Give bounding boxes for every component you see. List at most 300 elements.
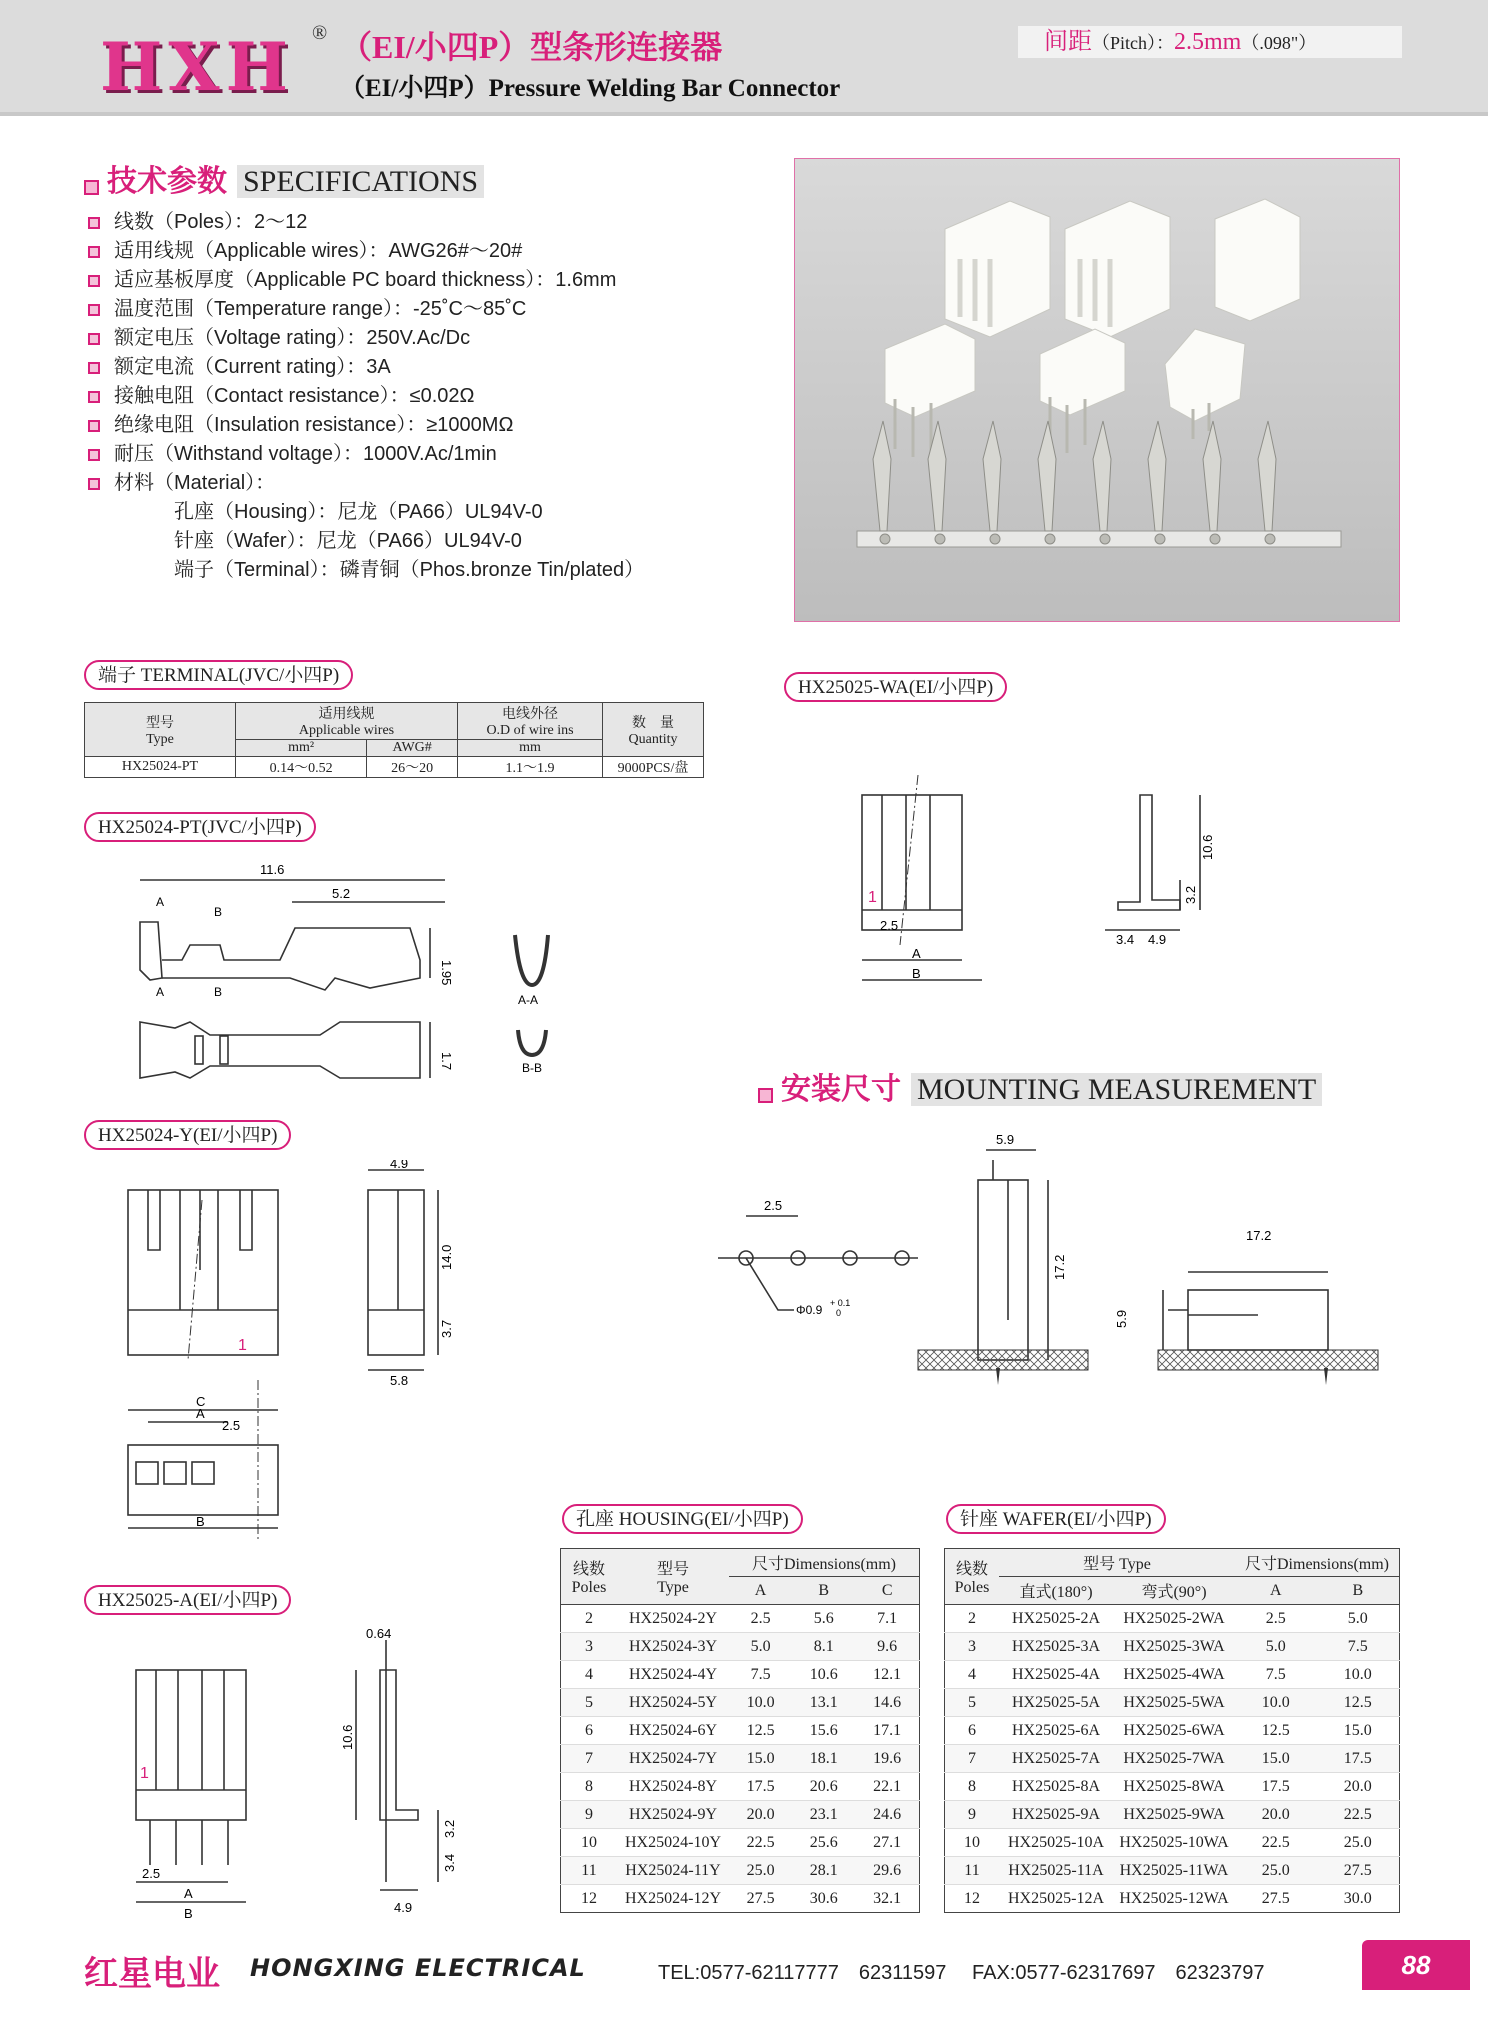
- terminal-drawing: [120, 860, 580, 1100]
- bullet-square-icon: [88, 478, 100, 490]
- table-cell: HX25024-6Y: [617, 1717, 729, 1745]
- table-row: [561, 1689, 920, 1717]
- table-cell: 9.6: [855, 1633, 919, 1661]
- th-wires-cn: 适用线规: [318, 707, 375, 722]
- dim-b: B: [184, 1906, 193, 1921]
- section-label: B-B: [522, 1061, 543, 1075]
- table-cell: 30.0: [1317, 1885, 1400, 1913]
- cell-mm2: 0.14〜0.52: [236, 757, 367, 778]
- th-poles-en: Poles: [571, 1579, 607, 1596]
- housing-front-view: [128, 1190, 278, 1355]
- spec-text: 绝缘电阻（Insulation resistance）：≥1000MΩ: [114, 414, 514, 436]
- footer-brand-en: HONGXING ELECTRICAL: [250, 1954, 586, 1982]
- mounting-heading-en: MOUNTING MEASUREMENT: [911, 1073, 1322, 1106]
- section-aa: [515, 935, 548, 985]
- wafer-straight-drawing: [118, 1620, 478, 1940]
- spec-text: 温度范围（Temperature range）：-25˚C〜85˚C: [114, 298, 527, 320]
- dim-len: 11.6: [260, 862, 285, 877]
- wafer-front-view: [136, 1670, 246, 1820]
- table-cell: HX25025-12A: [999, 1885, 1113, 1913]
- spec-text: 接触电阻（Contact resistance）：≤0.02Ω: [114, 385, 475, 407]
- dim-l1: 3.4: [1116, 932, 1135, 947]
- table-cell: 9: [945, 1801, 1000, 1829]
- dim-h2: 3.7: [439, 1319, 454, 1338]
- dim-h: 10.6: [340, 1724, 355, 1750]
- th-poles-en: Poles: [954, 1579, 990, 1596]
- th-od-cn: 电线外径: [502, 707, 558, 722]
- dim-c: C: [196, 1394, 206, 1409]
- wafer-right-angle-drawing: [850, 770, 1270, 1000]
- mount-pitch: 2.5: [764, 1198, 783, 1213]
- housing-label: 孔座 HOUSING(EI/小四P): [562, 1504, 803, 1534]
- table-cell: HX25025-7WA: [1113, 1745, 1235, 1773]
- page-number: 88: [1362, 1940, 1470, 1990]
- th-straight: 直式(180°): [999, 1577, 1113, 1605]
- dim-l2: 4.9: [1148, 932, 1167, 947]
- specs-heading-en: SPECIFICATIONS: [237, 165, 484, 198]
- bullet-square-icon: [758, 1088, 773, 1103]
- table-cell: HX25024-7Y: [617, 1745, 729, 1773]
- spec-text: 线数（Poles）：2〜12: [114, 211, 308, 233]
- table-cell: 15.6: [792, 1717, 855, 1745]
- table-row: [945, 1829, 1400, 1857]
- bullet-square-icon: [84, 180, 99, 195]
- table-cell: 5.6: [792, 1605, 855, 1633]
- housing-drawing: [118, 1160, 498, 1540]
- table-cell: 20.6: [792, 1773, 855, 1801]
- table-row: [85, 757, 704, 778]
- spec-row: [88, 321, 728, 350]
- table-cell: HX25025-9WA: [1113, 1801, 1235, 1829]
- pitch-colon: ：: [1156, 33, 1175, 53]
- table-cell: 20.0: [1317, 1773, 1400, 1801]
- slot: [220, 1036, 228, 1064]
- table-cell: HX25025-11A: [999, 1857, 1113, 1885]
- dim-h2: 3.2: [442, 1819, 457, 1838]
- th-dim: 尺寸Dimensions(mm): [1235, 1549, 1400, 1577]
- table-cell: 25.0: [729, 1857, 792, 1885]
- th-qty: [603, 703, 704, 757]
- pt-label: HX25024-PT(JVC/小四P): [84, 812, 316, 842]
- dim-b: B: [912, 966, 921, 981]
- cell-awg: 26〜20: [367, 757, 458, 778]
- th-type-cn: 型号: [146, 715, 174, 731]
- mount-hole: Φ0.9: [796, 1303, 823, 1317]
- table-row: [945, 1857, 1400, 1885]
- table-cell: 2.5: [1235, 1605, 1317, 1633]
- table-cell: 17.5: [1317, 1745, 1400, 1773]
- material-row: 端子（Terminal）：磷青铜（Phos.bronze Tin/plated）: [174, 559, 645, 581]
- table-row: [561, 1717, 920, 1745]
- dim-base: 5.8: [390, 1373, 409, 1388]
- table-cell: HX25025-3A: [999, 1633, 1113, 1661]
- table-cell: HX25025-2WA: [1113, 1605, 1235, 1633]
- pcb-section: [1158, 1350, 1378, 1370]
- table-cell: 25.0: [1317, 1829, 1400, 1857]
- table-cell: 25.6: [792, 1829, 855, 1857]
- registered-mark: ®: [312, 22, 328, 44]
- footer-tel: TEL:0577-62117777 62311597: [658, 1962, 947, 1984]
- mounting-heading: [758, 1064, 1322, 1108]
- table-cell: 10: [561, 1829, 618, 1857]
- table-cell: 9: [561, 1801, 618, 1829]
- pitch-label: 间距: [1044, 29, 1092, 55]
- pitch-value: 2.5mm: [1174, 29, 1242, 55]
- section-label: A-A: [518, 993, 539, 1007]
- spec-row: [88, 350, 728, 379]
- table-cell: 8.1: [792, 1633, 855, 1661]
- table-cell: 27.1: [855, 1829, 919, 1857]
- a-label: HX25025-A(EI/小四P): [84, 1585, 291, 1615]
- th-type: [85, 703, 236, 757]
- spec-row: [88, 466, 728, 495]
- th-poles-cn: 线数: [955, 1561, 988, 1578]
- table-row: [945, 1801, 1400, 1829]
- th-type-en: Type: [657, 1579, 689, 1596]
- title-english: （EI/小四P）Pressure Welding Bar Connector: [340, 75, 841, 102]
- spec-row: [88, 234, 728, 263]
- terminal-label: 端子 TERMINAL(JVC/小四P): [84, 660, 353, 690]
- bullet-square-icon: [88, 449, 100, 461]
- table-cell: HX25024-8Y: [617, 1773, 729, 1801]
- th-type: [617, 1549, 729, 1605]
- table-cell: 15.0: [1317, 1717, 1400, 1745]
- table-cell: 10.0: [729, 1689, 792, 1717]
- wa-label: HX25025-WA(EI/小四P): [784, 672, 1007, 702]
- table-cell: 12: [945, 1885, 1000, 1913]
- table-row: [561, 1857, 920, 1885]
- table-cell: 14.6: [855, 1689, 919, 1717]
- table-cell: HX25025-6A: [999, 1717, 1113, 1745]
- dim-w: 4.9: [390, 1160, 409, 1171]
- terminal-side-view: [162, 928, 420, 990]
- pin1-mark: 1: [868, 889, 877, 906]
- table-cell: 10.0: [1317, 1661, 1400, 1689]
- dim-w: 4.9: [394, 1900, 413, 1915]
- table-cell: HX25025-9A: [999, 1801, 1113, 1829]
- pcb-section: [918, 1350, 1088, 1370]
- table-cell: 12.1: [855, 1661, 919, 1689]
- th-poles-cn: 线数: [572, 1561, 605, 1578]
- spec-row: [88, 408, 728, 437]
- housing-bottom-view: [128, 1445, 278, 1515]
- mount-h1: 17.2: [1052, 1254, 1067, 1280]
- th-poles: [945, 1549, 1000, 1605]
- table-cell: HX25025-2A: [999, 1605, 1113, 1633]
- bullet-square-icon: [88, 217, 100, 229]
- title-chinese: （EI/小四P）型条形连接器: [340, 29, 723, 65]
- mount-w2: 17.2: [1246, 1228, 1272, 1243]
- mount-tol-minus: 0: [836, 1308, 842, 1318]
- table-row: [561, 1605, 920, 1633]
- table-cell: 11: [561, 1857, 618, 1885]
- bullet-square-icon: [88, 304, 100, 316]
- table-cell: HX25025-5WA: [1113, 1689, 1235, 1717]
- table-cell: 12.5: [1317, 1689, 1400, 1717]
- material-row: 孔座（Housing）：尼龙（PA66）UL94V-0: [174, 501, 543, 523]
- product-photo-illustration: [795, 159, 1399, 621]
- housing-table: [560, 1548, 920, 1913]
- table-row: [561, 1885, 920, 1913]
- spec-row: [88, 205, 728, 234]
- table-cell: 12.5: [1235, 1717, 1317, 1745]
- table-cell: HX25024-4Y: [617, 1661, 729, 1689]
- table-cell: 3: [561, 1633, 618, 1661]
- terminal-top-view: [140, 1022, 420, 1078]
- bullet-square-icon: [88, 420, 100, 432]
- table-cell: 7: [945, 1745, 1000, 1773]
- cell-type: HX25024-PT: [85, 757, 236, 778]
- table-cell: 8: [945, 1773, 1000, 1801]
- th-od-en: O.D of wire ins: [486, 723, 574, 738]
- dim-a: A: [196, 1406, 205, 1421]
- spec-text: 适用线规（Applicable wires）：AWG26#〜20#: [114, 240, 523, 262]
- th-col-a: A: [729, 1577, 792, 1605]
- table-cell: 3: [945, 1633, 1000, 1661]
- mark-a: A: [156, 895, 165, 909]
- table-cell: 2: [945, 1605, 1000, 1633]
- table-cell: 12.5: [729, 1717, 792, 1745]
- table-row: [945, 1717, 1400, 1745]
- mounting-heading-cn: 安装尺寸: [781, 1073, 901, 1106]
- th-type-cn: 型号: [656, 1561, 689, 1578]
- table-cell: 20.0: [1235, 1801, 1317, 1829]
- table-cell: 30.6: [792, 1885, 855, 1913]
- pitch-paren: （Pitch）: [1092, 33, 1157, 53]
- table-cell: 7.1: [855, 1605, 919, 1633]
- table-cell: HX25025-4WA: [1113, 1661, 1235, 1689]
- table-row: [561, 1661, 920, 1689]
- material-row: 针座（Wafer）：尼龙（PA66）UL94V-0: [174, 530, 522, 552]
- th-wires: [236, 703, 458, 740]
- table-cell: HX25024-3Y: [617, 1633, 729, 1661]
- table-cell: 20.0: [729, 1801, 792, 1829]
- table-cell: 22.5: [1317, 1801, 1400, 1829]
- dim-a: A: [184, 1886, 193, 1901]
- table-row: [561, 1829, 920, 1857]
- th-type-en: Type: [146, 731, 174, 747]
- table-row: [945, 1661, 1400, 1689]
- housing-side-view: [368, 1190, 424, 1355]
- th-qty-cn: 数 量: [632, 715, 674, 731]
- cell-qty: 9000PCS/盘: [603, 757, 704, 778]
- spec-row: [88, 437, 728, 466]
- table-cell: 5.0: [1235, 1633, 1317, 1661]
- table-cell: HX25025-8WA: [1113, 1773, 1235, 1801]
- table-cell: 2.5: [729, 1605, 792, 1633]
- table-cell: 6: [561, 1717, 618, 1745]
- table-row: [945, 1689, 1400, 1717]
- th-col-a: A: [1235, 1577, 1317, 1605]
- wa-side-view: [1118, 795, 1180, 910]
- table-cell: 7.5: [1317, 1633, 1400, 1661]
- terminal-table: [84, 702, 704, 778]
- section-bb: [518, 1030, 546, 1055]
- y-label: HX25024-Y(EI/小四P): [84, 1120, 291, 1150]
- table-cell: 13.1: [792, 1689, 855, 1717]
- table-cell: 15.0: [1235, 1745, 1317, 1773]
- table-cell: 17.5: [729, 1773, 792, 1801]
- mount-tol-plus: + 0.1: [830, 1298, 851, 1308]
- dim-h2: 3.2: [1183, 885, 1198, 904]
- table-cell: 25.0: [1235, 1857, 1317, 1885]
- table-cell: HX25025-6WA: [1113, 1717, 1235, 1745]
- th-right-angle: 弯式(90°): [1113, 1577, 1235, 1605]
- th-od: [458, 703, 603, 740]
- dim-h: 14.0: [439, 1244, 454, 1270]
- bullet-square-icon: [88, 362, 100, 374]
- dim-crimp: 5.2: [332, 886, 351, 901]
- cell-od: 1.1〜1.9: [458, 757, 603, 778]
- th-awg: AWG#: [367, 740, 458, 757]
- table-cell: 2: [561, 1605, 618, 1633]
- table-row: [561, 1633, 920, 1661]
- spec-text: 额定电流（Current rating）：3A: [114, 356, 391, 378]
- specs-heading-cn: 技术参数: [107, 165, 227, 198]
- table-cell: 19.6: [855, 1745, 919, 1773]
- table-cell: 28.1: [792, 1857, 855, 1885]
- pitch-box: [1018, 26, 1402, 58]
- table-cell: HX25025-10A: [999, 1829, 1113, 1857]
- footer-fax: FAX:0577-62317697 62323797: [972, 1962, 1265, 1984]
- table-cell: HX25025-4A: [999, 1661, 1113, 1689]
- table-cell: 10.6: [792, 1661, 855, 1689]
- table-row: [561, 1773, 920, 1801]
- footer-brand-cn: 红星电业: [84, 1954, 220, 1994]
- wafer-table-body: [945, 1605, 1400, 1913]
- table-cell: 5: [561, 1689, 618, 1717]
- spec-row: [88, 379, 728, 408]
- th-mm2: mm²: [236, 740, 367, 757]
- th-dim: 尺寸Dimensions(mm): [729, 1549, 920, 1577]
- table-cell: 8: [561, 1773, 618, 1801]
- table-cell: 17.5: [1235, 1773, 1317, 1801]
- table-cell: 7.5: [729, 1661, 792, 1689]
- bullet-square-icon: [88, 246, 100, 258]
- table-row: [945, 1773, 1400, 1801]
- table-cell: 5.0: [1317, 1605, 1400, 1633]
- bullet-square-icon: [88, 333, 100, 345]
- th-qty-en: Quantity: [628, 731, 678, 747]
- table-cell: 27.5: [729, 1885, 792, 1913]
- spec-text: 耐压（Withstand voltage）：1000V.Ac/1min: [114, 443, 497, 465]
- bullet-square-icon: [88, 275, 100, 287]
- table-cell: 29.6: [855, 1857, 919, 1885]
- table-cell: HX25024-9Y: [617, 1801, 729, 1829]
- table-cell: 22.5: [729, 1829, 792, 1857]
- dim-h3: 3.4: [442, 1853, 457, 1872]
- dim-w: 1.7: [439, 1052, 454, 1071]
- dim-pitch: 2.5: [222, 1418, 241, 1433]
- th-col-b: B: [792, 1577, 855, 1605]
- table-cell: HX25024-10Y: [617, 1829, 729, 1857]
- spec-row: [88, 263, 728, 292]
- table-row: [561, 1801, 920, 1829]
- table-cell: 18.1: [792, 1745, 855, 1773]
- table-cell: 4: [945, 1661, 1000, 1689]
- spec-text: 材料（Material）：: [114, 472, 276, 494]
- table-cell: 27.5: [1317, 1857, 1400, 1885]
- table-cell: 23.1: [792, 1801, 855, 1829]
- mark-b: B: [214, 905, 223, 919]
- table-cell: 22.1: [855, 1773, 919, 1801]
- table-cell: 7.5: [1235, 1661, 1317, 1689]
- th-mm: mm: [458, 740, 603, 757]
- table-row: [945, 1633, 1400, 1661]
- table-cell: 10.0: [1235, 1689, 1317, 1717]
- wafer-table: [944, 1548, 1400, 1913]
- mount-vertical-view: [978, 1180, 1028, 1360]
- table-cell: 17.1: [855, 1717, 919, 1745]
- table-cell: HX25024-11Y: [617, 1857, 729, 1885]
- mount-horizontal-view: [1188, 1290, 1328, 1350]
- dim-pitch: 2.5: [142, 1866, 161, 1881]
- table-cell: HX25025-12WA: [1113, 1885, 1235, 1913]
- mount-h2: 5.9: [1114, 1309, 1129, 1328]
- table-row: [945, 1885, 1400, 1913]
- wafer-label: 针座 WAFER(EI/小四P): [946, 1504, 1166, 1534]
- dim-b: B: [196, 1514, 205, 1529]
- dim-h: 1.95: [439, 960, 454, 986]
- th-poles: [561, 1549, 618, 1605]
- pin1-mark: 1: [238, 1337, 247, 1354]
- table-cell: HX25024-5Y: [617, 1689, 729, 1717]
- table-cell: HX25025-10WA: [1113, 1829, 1235, 1857]
- table-cell: 24.6: [855, 1801, 919, 1829]
- th-type: 型号 Type: [999, 1549, 1235, 1577]
- table-cell: 12: [561, 1885, 618, 1913]
- mounting-drawing: [718, 1120, 1388, 1390]
- table-cell: HX25025-7A: [999, 1745, 1113, 1773]
- table-cell: 5: [945, 1689, 1000, 1717]
- product-photo: [794, 158, 1400, 622]
- slot: [195, 1036, 203, 1064]
- dim-pitch: 2.5: [880, 918, 899, 933]
- mark-a: A: [156, 985, 165, 999]
- mount-w1: 5.9: [996, 1132, 1015, 1147]
- table-cell: HX25024-12Y: [617, 1885, 729, 1913]
- table-cell: 4: [561, 1661, 618, 1689]
- table-row: [945, 1745, 1400, 1773]
- table-cell: 11: [945, 1857, 1000, 1885]
- table-cell: 5.0: [729, 1633, 792, 1661]
- bullet-square-icon: [88, 391, 100, 403]
- table-cell: 22.5: [1235, 1829, 1317, 1857]
- pin1-mark: 1: [140, 1765, 149, 1782]
- dim-a: A: [912, 946, 921, 961]
- dim-h: 10.6: [1200, 834, 1215, 860]
- specs-list: [88, 205, 728, 582]
- table-cell: HX25025-8A: [999, 1773, 1113, 1801]
- spec-text: 适应基板厚度（Applicable PC board thickness）：1.6mm: [114, 269, 617, 291]
- table-cell: 27.5: [1235, 1885, 1317, 1913]
- table-cell: HX25025-11WA: [1113, 1857, 1235, 1885]
- th-col-b: B: [1317, 1577, 1400, 1605]
- table-cell: 15.0: [729, 1745, 792, 1773]
- dim-sq: 0.64: [366, 1626, 392, 1641]
- table-cell: HX25025-5A: [999, 1689, 1113, 1717]
- table-cell: HX25025-3WA: [1113, 1633, 1235, 1661]
- specs-heading: [84, 156, 484, 200]
- spec-row: [88, 292, 728, 321]
- table-row: [561, 1745, 920, 1773]
- th-wires-en: Applicable wires: [298, 723, 395, 738]
- table-cell: 10: [945, 1829, 1000, 1857]
- table-cell: 32.1: [855, 1885, 919, 1913]
- table-cell: HX25024-2Y: [617, 1605, 729, 1633]
- pitch-inch: （.098"）: [1241, 33, 1317, 53]
- table-row: [945, 1605, 1400, 1633]
